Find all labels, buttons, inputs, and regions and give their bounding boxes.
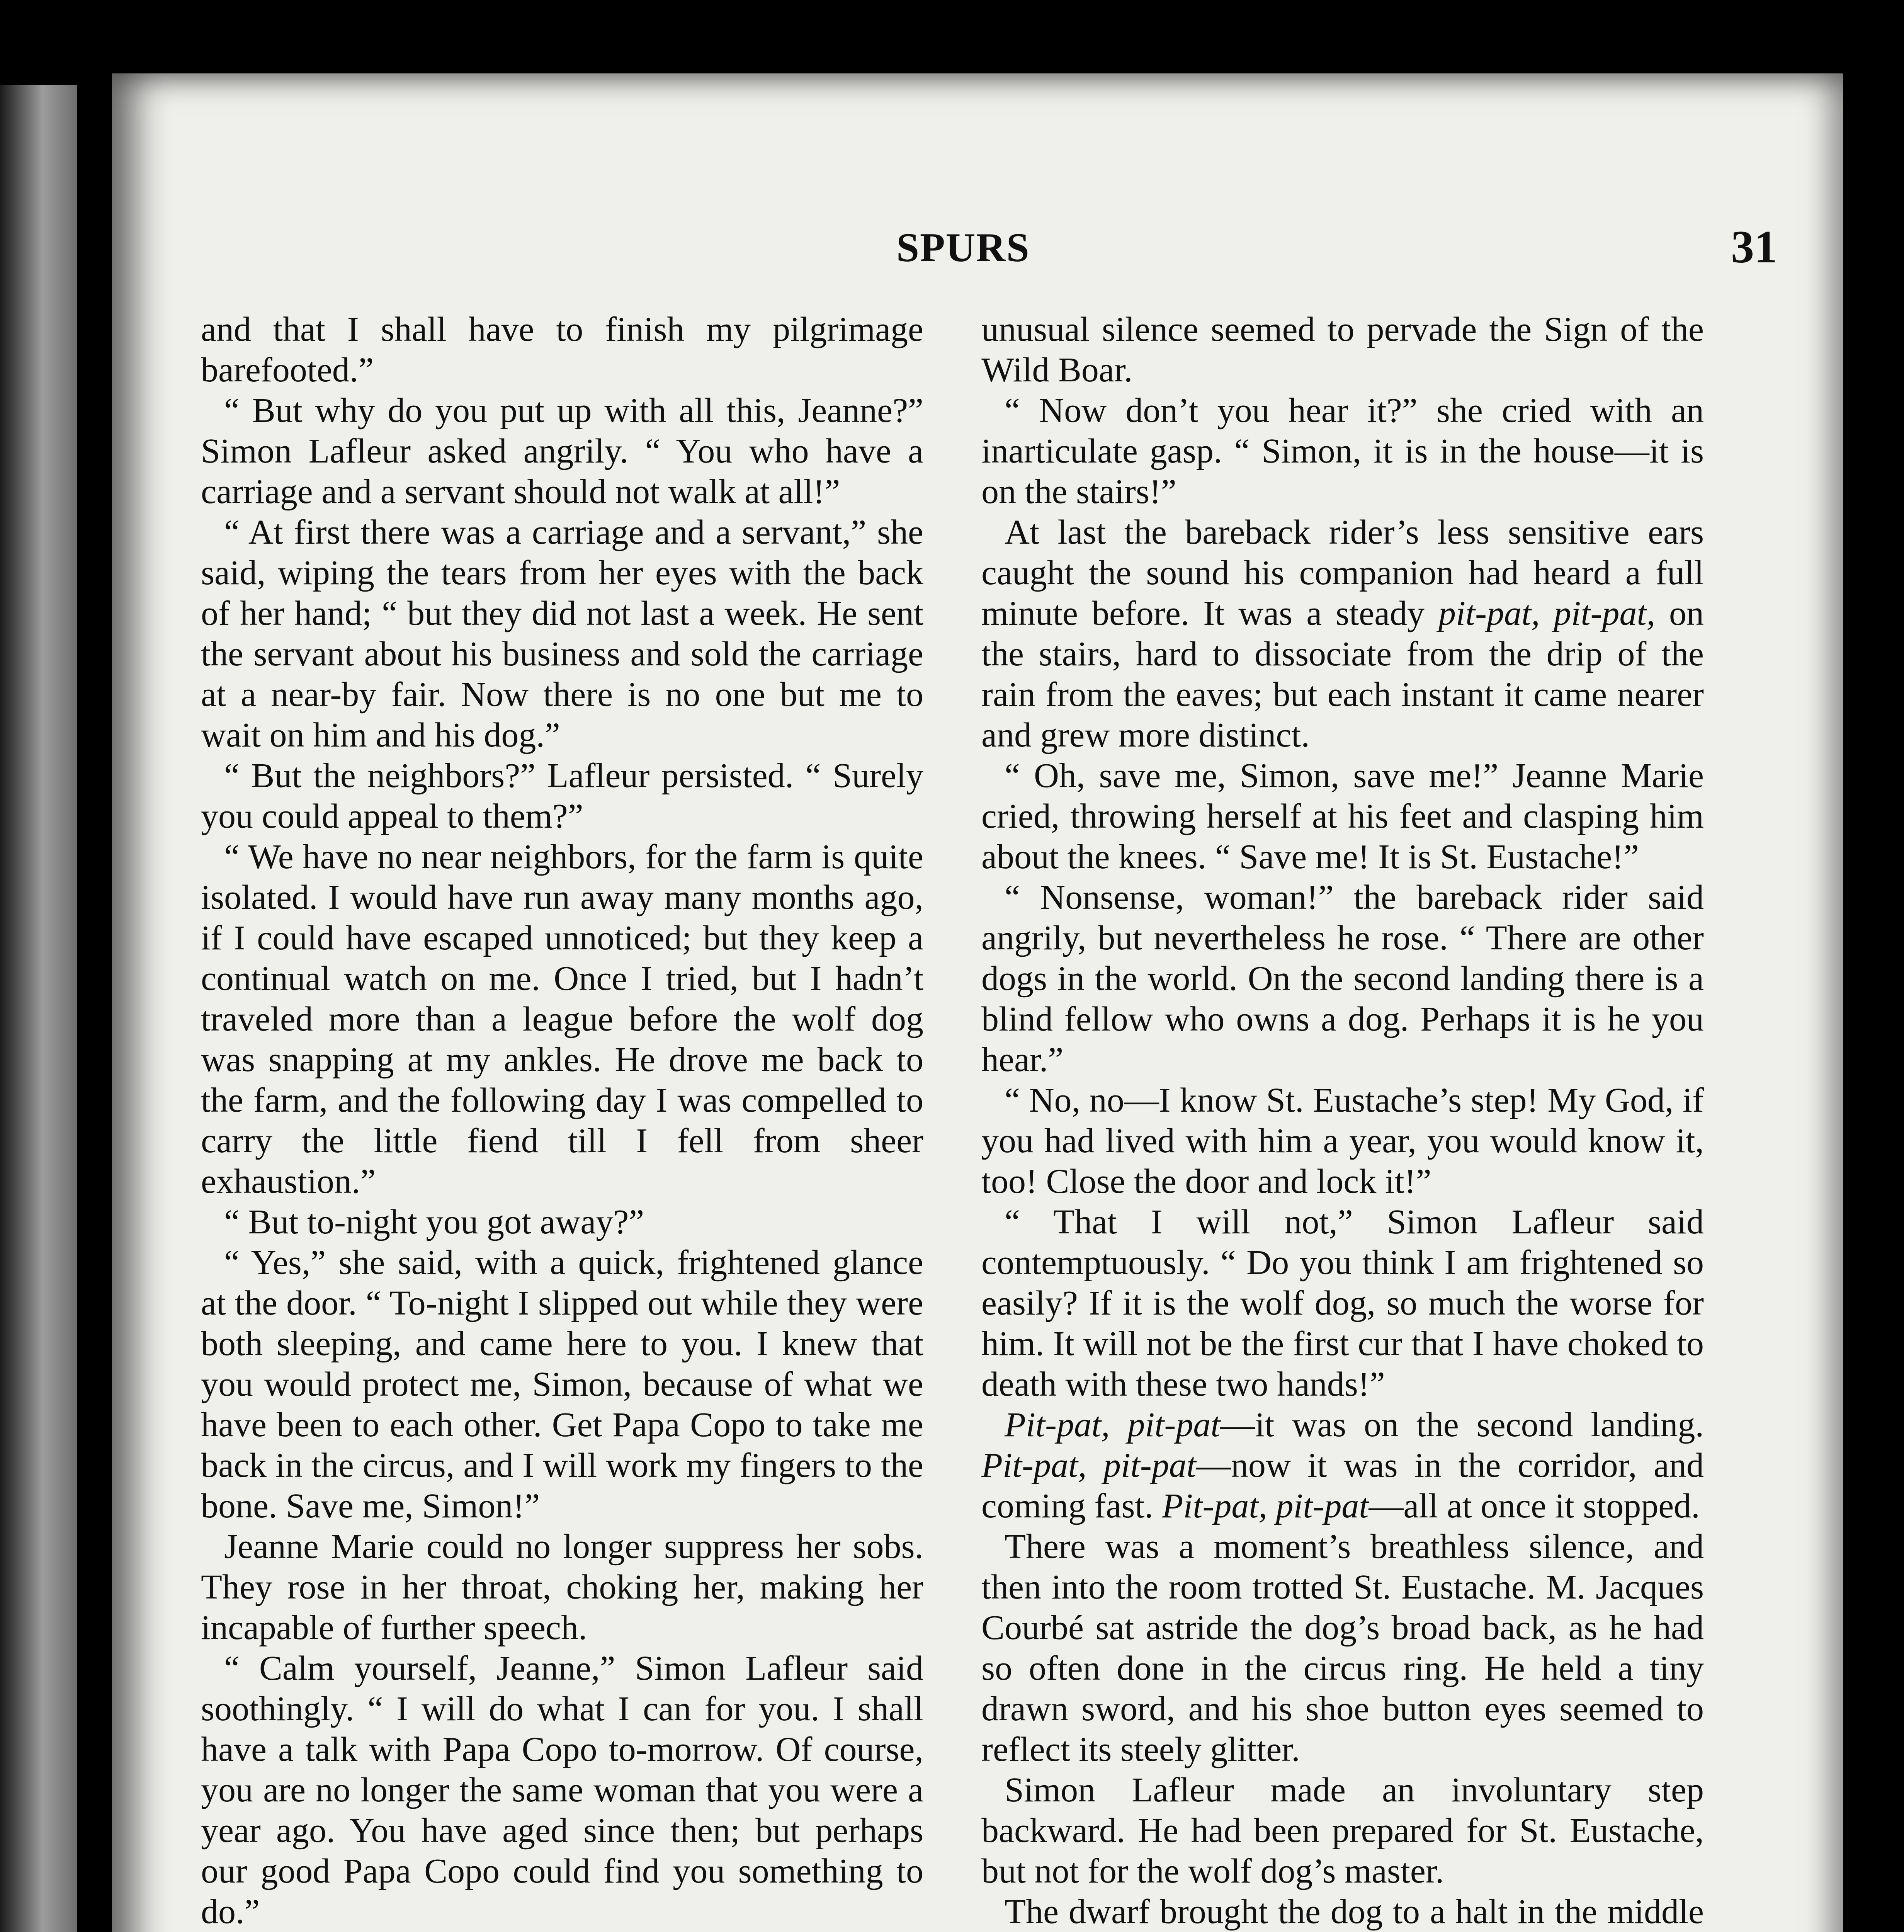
paragraph — [981, 1405, 1704, 1526]
paragraph: There was a moment’s breathless silence, and then into the room trotted St. Eustache. M. Jacques Courbé sat astride the dog’s broad back, as he had so often done in the circus ring. He held a tiny drawn sword, and his shoe button eyes seemed to reflect its steely glitter. — [981, 1527, 1704, 1769]
paragraph: “ Yes,” she said, with a quick, frightened glance at the door. “ To-night I slipped out while they were both sleeping, and came here to you. I knew that you would protect me, Simon, because of what we have been to each other. Get Papa Copo to take me back in the circus, and I will work my fingers to the bone. Save me, Simon!” — [201, 1243, 923, 1525]
paragraph: Jeanne Marie could no longer suppress her sobs. They rose in her throat, choking her, making her incapable of further speech. — [201, 1527, 923, 1647]
paragraph: “ That I will not,” Simon Lafleur said contemptuously. “ Do you think I am frightened so easily? If it is the wolf dog, so much the worse for him. It will not be the first cur that I have choked to death with these two hands!” — [981, 1203, 1704, 1403]
paragraph: “ But to-night you got away?” — [224, 1203, 644, 1241]
italic-text: Pit-pat, pit-pat — [1005, 1406, 1221, 1444]
running-head: SPURS — [896, 225, 1030, 270]
paragraph: “ Calm yourself, Jeanne,” Simon Lafleur said soothingly. “ I will do what I can for you. I shall have a talk with Papa Copo to-morrow. Of course, you are no longer the same woman that you were a year ago. You have aged since then; but perhaps our good Papa Copo could find you something to do.” — [201, 1649, 923, 1931]
paragraph-text: —it was on the second landing. — [1220, 1406, 1704, 1444]
paragraph-text: —now it was in the corridor, and coming fast. — [981, 1446, 1704, 1525]
right-column — [981, 309, 1704, 1932]
paragraph: “ At first there was a carriage and a servant,” she said, wiping the tears from her eyes with the back of her hand; “ but they did not last a week. He sent the servant about his business and sold the carriage at a near-by fair. Now there is no one but me to wait on him and his dog.” — [201, 513, 923, 754]
left-column — [201, 309, 923, 1932]
paragraph: “ But the neighbors?” Lafleur persisted. “ Surely you could appeal to them?” — [201, 757, 923, 835]
paragraph: “ Nonsense, woman!” the bareback rider said angrily, but nevertheless he rose. “ There are other dogs in the world. On the second landing there is a blind fellow who owns a dog. Perhaps it is he you hear.” — [981, 878, 1704, 1079]
paragraph-text: —all at once it stopped. — [1368, 1487, 1700, 1525]
paragraph-text: At last the bareback rider’s less sensitive ears caught the sound his companion had heard a full minute before. It was a steady — [981, 513, 1704, 633]
page-number: 31 — [1731, 221, 1777, 272]
paragraph: Simon Lafleur made an involuntary step backward. He had been prepared for St. Eustache, but not for the wolf dog’s master. — [981, 1771, 1704, 1890]
paragraph: “ But why do you put up with all this, Jeanne?” Simon Lafleur asked angrily. “ You who have a carriage and a servant should not walk at all!” — [201, 391, 923, 511]
italic-text: Pit-pat, pit-pat — [981, 1446, 1196, 1485]
paragraph-text: on the stairs, hard to dissociate from the drip of the rain from the eaves; but each instant it came nearer and grew more distinct. — [981, 594, 1704, 754]
italic-text: pit-pat, pit-pat, — [1438, 594, 1656, 633]
paragraph: and that I shall have to finish my pilgrimage barefooted.” — [201, 310, 923, 389]
book-page — [112, 73, 1843, 1932]
paragraph: “ Oh, save me, Simon, save me!” Jeanne Marie cried, throwing herself at his feet and clasping him about the knees. “ Save me! It is St. Eustache!” — [981, 757, 1704, 876]
paragraph: “ Now don’t you hear it?” she cried with an inarticulate gasp. “ Simon, it is in the house—it is on the stairs!” — [981, 391, 1704, 511]
paragraph — [981, 512, 1704, 755]
italic-text: Pit-pat, pit-pat — [1162, 1487, 1369, 1525]
paragraph: The dwarf brought the dog to a halt in the middle — [1005, 1893, 1704, 1931]
paragraph: unusual silence seemed to pervade the Sign of the Wild Boar. — [981, 310, 1704, 389]
facing-page-edge — [0, 85, 77, 1932]
paragraph: “ We have no near neighbors, for the farm is quite isolated. I would have run away many months ago, if I could have escaped unnoticed; but they keep a continual watch on me. Once I tried, but I hadn’t traveled more than a league before the wolf dog was snapping at my ankles. He drove me back to the farm, and the following day I was compelled to carry the little fiend till I fell from sheer exhaustion.” — [201, 838, 923, 1201]
paragraph: “ No, no—I know St. Eustache’s step! My God, if you had lived with him a year, you would know it, too! Close the door and lock it!” — [981, 1081, 1704, 1201]
